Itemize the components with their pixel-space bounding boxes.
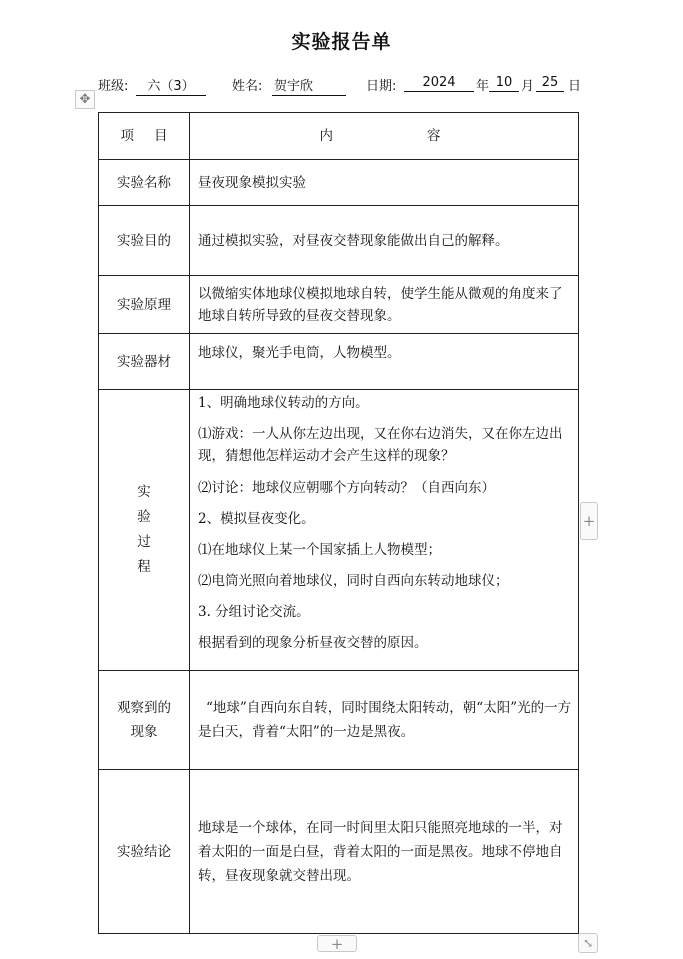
table-move-icon[interactable]: ✥ (75, 90, 95, 109)
class-value[interactable] (136, 75, 206, 96)
day-unit: 日 (568, 79, 582, 94)
add-row-icon[interactable]: + (317, 935, 357, 952)
row-experiment-name (99, 160, 579, 206)
year-value[interactable] (404, 75, 474, 92)
process-label-char: 过 (137, 534, 151, 550)
row-experiment-process (99, 390, 579, 671)
header-item-cell[interactable] (99, 113, 190, 160)
report-title: 实验报告单 (291, 31, 392, 53)
process-step: 2、模拟昼夜变化。 (198, 511, 315, 527)
process-step: ⑴在地球仪上某一个国家插上人物模型； (198, 542, 441, 558)
experiment-process-value[interactable] (190, 390, 579, 671)
process-step: ⑴游戏：一人从你左边出现，又在你右边消失，又在你左边出现，猜想他怎样运动才会产生这样的现象？ (198, 426, 563, 464)
table-header-row (99, 113, 579, 160)
year-unit: 年 (476, 79, 490, 94)
experiment-name-value[interactable]: 昼夜现象模拟实验 (190, 160, 579, 206)
process-step: ⑵讨论：地球仪应朝哪个方向转动？（自西向东） (198, 480, 495, 496)
date-label: 日期: (366, 79, 397, 94)
day-value[interactable] (536, 75, 564, 92)
experiment-name-label[interactable]: 实验名称 (99, 160, 190, 206)
observation-value[interactable]: “地球”自西向东自转，同时围绕太阳转动，朝“太阳”光的一方是白天，背着“太阳”的一边是黑夜。 (190, 671, 579, 770)
name-value-text: 贺宇欣 (274, 79, 314, 94)
observation-label-line: 观察到的 (117, 700, 171, 716)
conclusion-label[interactable]: 实验结论 (99, 770, 190, 934)
name-value[interactable] (272, 75, 346, 96)
table-resize-icon[interactable]: ⤡ (578, 933, 598, 953)
class-value-text: 六（3） (147, 79, 195, 94)
process-step: 1、明确地球仪转动的方向。 (198, 395, 369, 411)
observation-label[interactable] (99, 671, 190, 770)
name-label: 姓名: (232, 79, 263, 94)
row-experiment-equipment (99, 334, 579, 390)
add-column-icon[interactable]: + (580, 502, 598, 540)
info-line (98, 75, 588, 95)
row-observation (99, 671, 579, 770)
experiment-equipment-label[interactable]: 实验器材 (99, 334, 190, 390)
process-label-char: 实 (137, 484, 151, 500)
process-step: 根据看到的现象分析昼夜交替的原因。 (198, 635, 428, 651)
process-label-char: 验 (137, 509, 151, 525)
header-content-cell[interactable] (190, 113, 579, 160)
experiment-process-label[interactable] (99, 390, 190, 671)
experiment-principle-label[interactable]: 实验原理 (99, 276, 190, 334)
month-unit: 月 (521, 79, 535, 94)
observation-label-line: 现象 (130, 724, 158, 740)
process-label-char: 程 (137, 559, 151, 575)
class-label: 班级: (98, 79, 129, 94)
experiment-equipment-value[interactable]: 地球仪，聚光手电筒，人物模型。 (190, 334, 579, 390)
report-table (98, 112, 579, 934)
conclusion-value[interactable]: 地球是一个球体，在同一时间里太阳只能照亮地球的一半，对着太阳的一面是白昼，背着太阳的一面是黑夜。地球不停地自转，昼夜现象就交替出现。 (190, 770, 579, 934)
process-step: 3. 分组讨论交流。 (198, 604, 310, 620)
experiment-purpose-value[interactable]: 通过模拟实验，对昼夜交替现象能做出自己的解释。 (190, 206, 579, 276)
year-value-text: 2024 (422, 75, 456, 90)
row-conclusion (99, 770, 579, 934)
row-experiment-purpose (99, 206, 579, 276)
row-experiment-principle (99, 276, 579, 334)
month-value-text: 10 (495, 75, 513, 90)
header-item: 项目 (120, 128, 188, 144)
month-value[interactable] (489, 75, 519, 92)
header-content: 内 容 (319, 128, 449, 144)
day-value-text: 25 (541, 75, 559, 90)
experiment-principle-value[interactable]: 以微缩实体地球仪模拟地球自转，使学生能从微观的角度来了地球自转所导致的昼夜交替现象。 (190, 276, 579, 334)
experiment-purpose-label[interactable]: 实验目的 (99, 206, 190, 276)
process-step: ⑵电筒光照向着地球仪，同时自西向东转动地球仪； (198, 573, 509, 589)
